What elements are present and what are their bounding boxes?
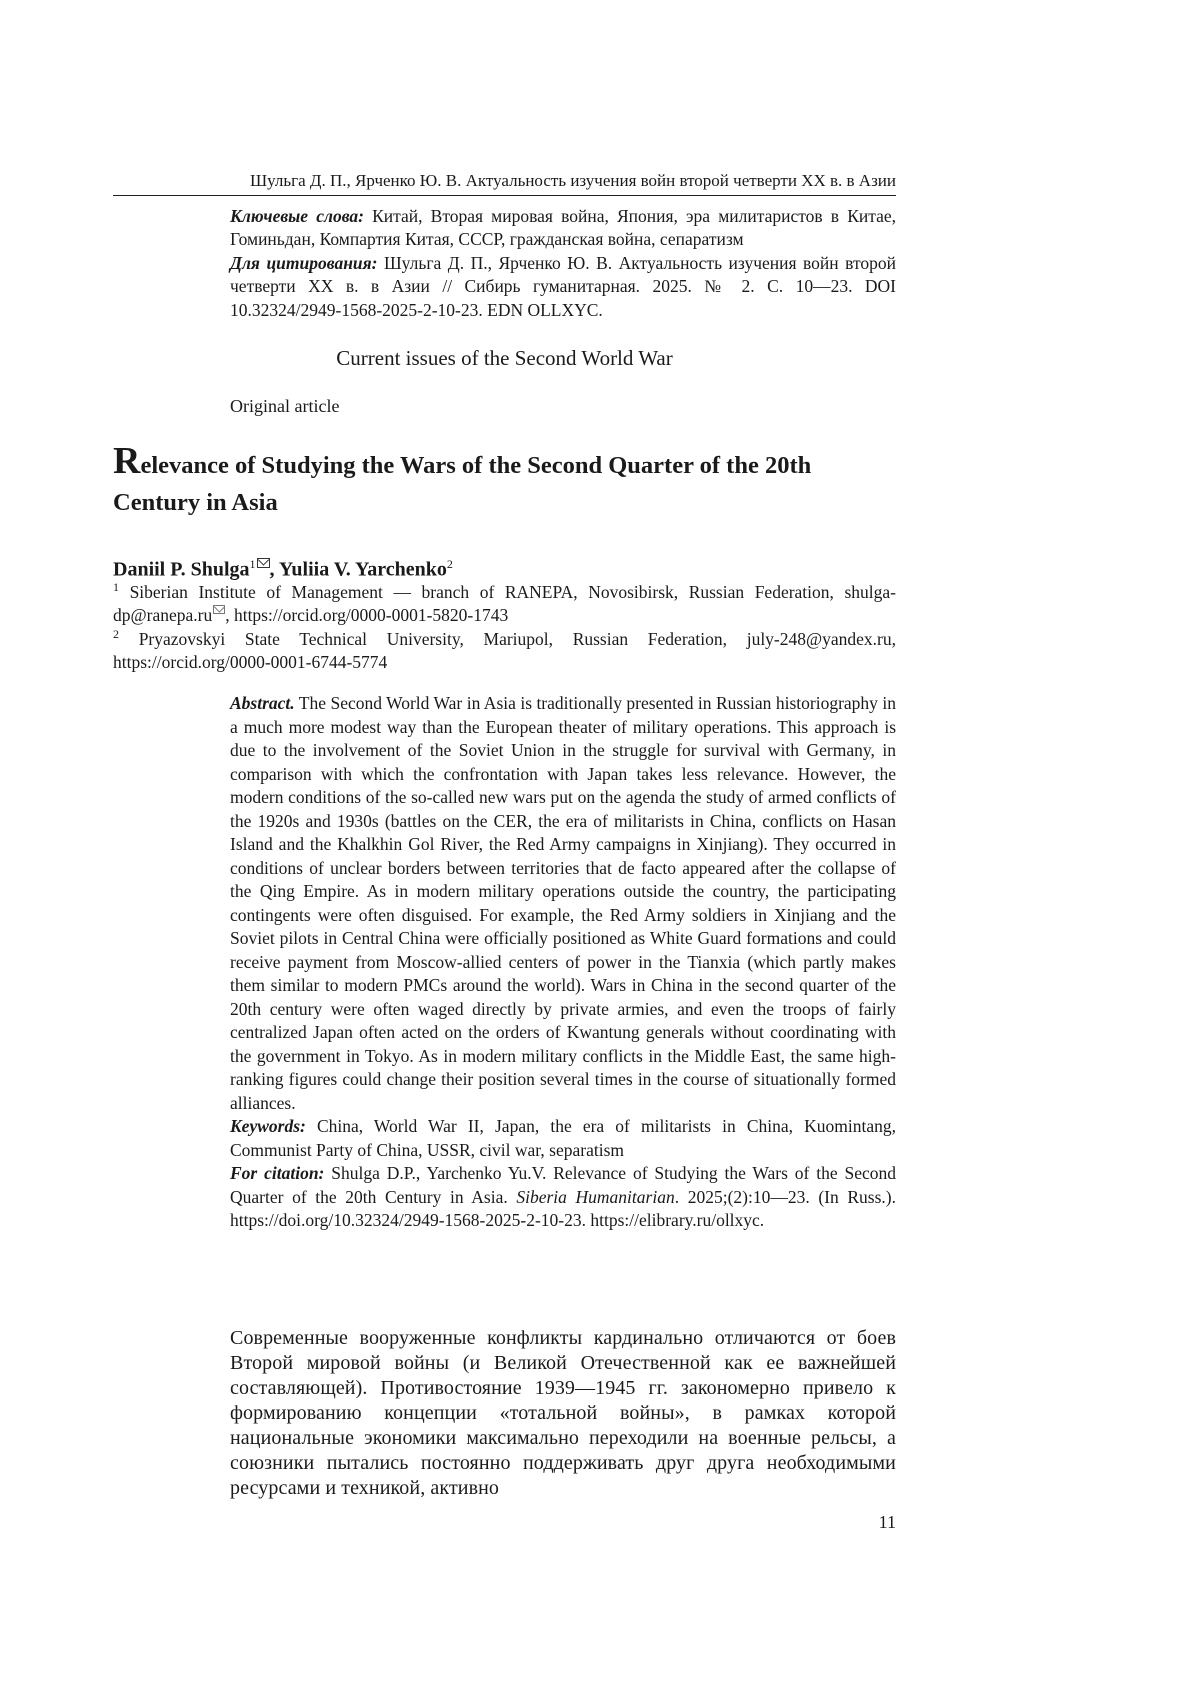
keywords — [230, 1115, 896, 1162]
author-2: Yuliia V. Yarchenko — [278, 558, 447, 581]
citation-label: For citation: — [230, 1163, 325, 1183]
affiliation-1 — [113, 576, 896, 628]
affiliation-2-text: Pryazovskyi State Technical University, Mariupol, Russian Federation, july-248@yandex.ru, https://orcid.org/0000-0001-6744-5774 — [113, 628, 896, 673]
running-head: Шульга Д. П., Ярченко Ю. В. Актуальность изучения войн второй четверти XX в. в Азии — [250, 171, 896, 190]
affiliation-1-tail: , https://orcid.org/0000-0001-5820-1743 — [225, 605, 509, 626]
author-separator: , — [269, 558, 279, 581]
header-rule — [113, 195, 896, 196]
affiliation-1-sup: 1 — [113, 580, 119, 594]
title-dropcap: R — [113, 440, 141, 482]
affiliation-2 — [113, 623, 896, 675]
ru-citation — [230, 252, 896, 322]
abstract-section — [230, 692, 896, 1233]
abstract — [230, 692, 896, 1115]
citation-text-1: Shulga D.P., Yarchenko Yu.V. Relevance of Studying the Wars of the Second Quarter of the 20th Century in Asia. — [230, 1163, 896, 1207]
ru-keywords — [230, 205, 896, 252]
page-number: 11 — [878, 1512, 896, 1532]
abstract-text: The Second World War in Asia is traditionally presented in Russian historiography in a much more modest way than the European theater of military operations. This approach is due to the involvement of the Soviet Union in the struggle for survival with Germany, in comparison with which the confrontation with Japan takes less relevance. However, the modern conditions of the so-called new wars put on the agenda the study of armed conflicts of the 1920s and 1930s (battles on the CER, the era of militarists in China, conflicts on Hasan Island and the Khalkhin Gol River, the Red Army campaigns in Xinjiang). They occurred in conditions of unclear borders between territories that de facto appeared after the collapse of the Qing Empire. As in modern military operations outside the country, the participating contingents were often disguised. For example, the Red Army soldiers in Xinjiang and the Soviet pilots in Central China were officially positioned as White Guard formations and could receive payment from Moscow-allied centers of power in the Tianxia (which partly makes them similar to modern PMCs around the world). Wars in China in the second quarter of the 20th century were often waged directly by private armies, and even the troops of fairly centralized Japan often acted on the orders of Kwantung generals without coordinating with the government in Tokyo. As in modern military conflicts in the Middle East, the same high-ranking figures could change their position several times in the course of situationally formed alliances. — [230, 693, 896, 1113]
author-1-sup: 1 — [249, 557, 256, 571]
body-text: Современные вооруженные конфликты кардинально отличаются от боев Второй мировой войны (и Великой Отечественной как ее важнейшей составляющей). Противостояние 1939—1945 гг. закономерно привело к формированию концепции «тотальной войны», в рамках которой национальные экономики максимально переходили на военные рельсы, а союзники пытались постоянно поддерживать друг друга необходимыми ресурсами и техникой, активно — [230, 1327, 896, 1499]
citation — [230, 1162, 896, 1233]
ru-keywords-label: Ключевые слова: — [230, 206, 364, 226]
rubric: Current issues of the Second World War — [336, 346, 673, 370]
affiliation-1-text: Siberian Institute of Management — branch of RANEPA, Novosibirsk, Russian Federation, shulga-dp@ranepa.ru — [113, 581, 896, 626]
article-type: Original article — [230, 396, 340, 416]
citation-text-2: . 2025;(2):10—23. (In Russ.). https://doi.org/10.32324/2949-1568-2025-2-10-23. https://elibrary.ru/ollxyc. — [230, 1186, 896, 1230]
title-rest: elevance of Studying the Wars of the Second Quarter of the 20th Century in Asia — [113, 452, 812, 516]
ru-citation-label: Для цитирования: — [230, 253, 378, 273]
author-2-sup: 2 — [446, 557, 453, 571]
abstract-label: Abstract. — [230, 693, 295, 713]
ru-citation-text: Шульга Д. П., Ярченко Ю. В. Актуальность изучения войн второй четверти XX в. в Азии // Сибирь гуманитарная. 2025. № 2. С. 10—23. DOI 10.32324/2949-1568-2025-2-10-23. EDN OLLXYC. — [230, 253, 897, 320]
author-1: Daniil P. Shulga — [113, 558, 250, 581]
citation-journal: Siberia Humanitarian — [516, 1186, 675, 1207]
article-title — [113, 440, 896, 521]
mail-icon — [257, 558, 270, 568]
keywords-text: China, World War II, Japan, the era of militarists in China, Kuomintang, Communist Party of China, USSR, civil war, separatism — [230, 1116, 896, 1160]
ru-keywords-text: Китай, Вторая мировая война, Япония, эра милитаристов в Китае, Гоминьдан, Компартия Китая, СССР, гражданская война, сепаратизм — [230, 206, 896, 250]
keywords-label: Keywords: — [230, 1116, 306, 1136]
mail-icon — [213, 605, 225, 614]
affiliation-2-sup: 2 — [113, 627, 119, 641]
